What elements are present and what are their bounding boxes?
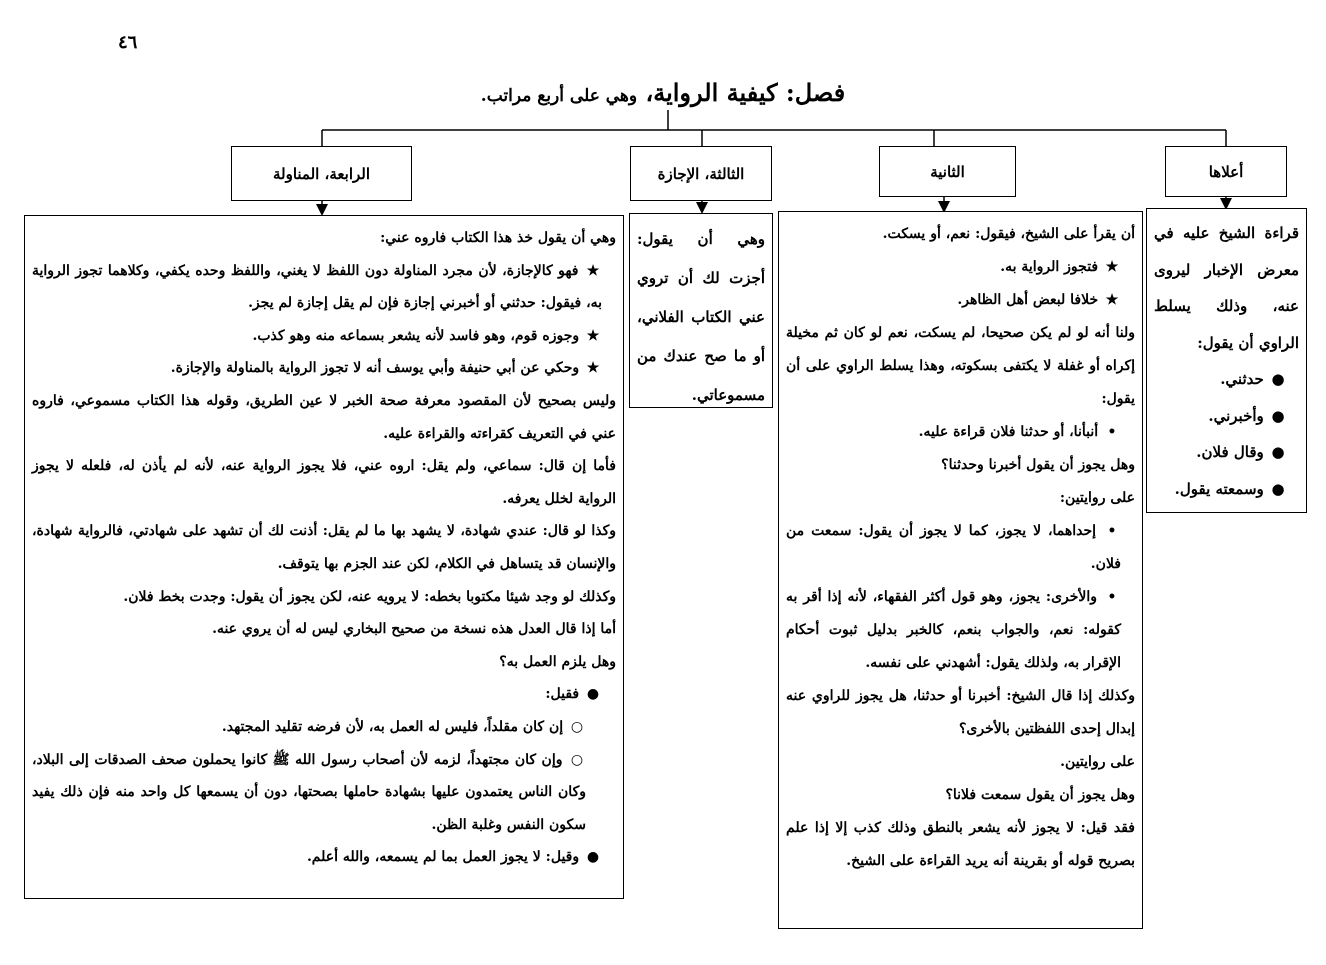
list-item: ● وقال فلان. (1154, 434, 1299, 471)
paragraph: على روايتين: (1059, 490, 1135, 506)
list-item: ● فقيل: (32, 678, 616, 711)
paragraph: وكذلك إذا قال الشيخ: أخبرنا أو حدثنا، هل يجوز للراوي عنه إبدال إحدى اللفظتين بالأخرى؟ (786, 688, 1135, 737)
paragraph: وهل يجوز أن يقول سمعت فلانا؟ (945, 787, 1135, 803)
bullet-icon: • (1107, 424, 1117, 440)
paragraph: وهل يلزم العمل به؟ (499, 653, 616, 670)
list-item: • أنبأنا، أو حدثنا فلان قراءة عليه. (786, 416, 1135, 449)
bullet-icon: ● (1271, 443, 1285, 461)
bullet-icon: ● (586, 849, 600, 866)
paragraph: على روايتين. (1060, 754, 1135, 770)
star-icon: ★ (1105, 292, 1119, 308)
list-item: ● وقيل: لا يجوز العمل بما لم يسمعه، والله أعلم. (32, 841, 616, 874)
second-level-box (778, 211, 1143, 929)
paragraph: وكذلك لو وجد شيئا مكتوبا بخطه: لا يرويه عنه، لكن يجوز أن يقول: وجدت بخط فلان. (123, 588, 616, 605)
fourth-level-box (24, 215, 624, 899)
star-icon: ★ (586, 262, 600, 279)
list-item: ★ وجوزه قوم، وهو فاسد لأنه يشعر بسماعه منه وهو كذب. (32, 320, 616, 353)
circle-bullet-icon: ○ (570, 751, 584, 768)
paragraph: فأما إن قال: سماعي، ولم يقل: اروه عني، فلا يجوز الرواية عنه، لأنه لم يأذن له، فلعله لا يجوز الرواية لخلل يعرفه. (32, 458, 616, 507)
list-item: ★ فتجوز الرواية به. (786, 251, 1135, 284)
list-item: ● وأخبرني. (1154, 398, 1299, 435)
heading-first-level: أعلاها (1165, 146, 1287, 197)
star-icon: ★ (586, 360, 600, 377)
list-item: ★ وحكي عن أبي حنيفة وأبي يوسف أنه لا تجوز الرواية بالمناولة والإجازة. (32, 352, 616, 385)
list-item: ● حدثني. (1154, 361, 1299, 398)
bullet-icon: ● (1271, 406, 1285, 425)
bullet-icon: • (1107, 523, 1117, 539)
list-item: ★ فهو كالإجازة، لأن مجرد المناولة دون اللفظ لا يغني، واللفظ وحده يكفي، وكلاهما تجوز الرواية به، فيقول: حدثني أو أخبرني إجازة فإن لم يقل إجازة لم يجز. (32, 255, 616, 320)
paragraph: أن يقرأ على الشيخ، فيقول: نعم، أو يسكت. (882, 226, 1135, 242)
list-item: ● وسمعته يقول. (1154, 471, 1299, 508)
first-level-box (1146, 208, 1307, 513)
circle-bullet-icon: ○ (570, 718, 584, 735)
heading-fourth-level: الرابعة، المناولة (231, 146, 412, 201)
bullet-icon: ● (586, 686, 600, 703)
paragraph: وكذا لو قال: عندي شهادة، لا يشهد بها ما لم يقل: أذنت لك أن تشهد على شهادتي، فالرواية شهادة، والإنسان قد يتساهل في الكلام، لكن عند الجزم بها يتوقف. (32, 523, 616, 572)
paragraph: ولنا أنه لو لم يكن صحيحا، لم يسكت، نعم لو كان ثم مخيلة إكراه أو غفلة لا يكتفى بسكوته، وهذا يسلط الراوي على أن يقول: (786, 325, 1135, 407)
star-icon: ★ (1105, 259, 1119, 275)
paragraph: فقد قيل: لا يجوز لأنه يشعر بالنطق وذلك كذب إلا إذا علم بصريح قوله أو بقرينة أنه يريد القراءة على الشيخ. (786, 820, 1135, 869)
star-icon: ★ (586, 327, 600, 344)
heading-third-level: الثالثة، الإجازة (630, 146, 772, 201)
list-item: ○ وإن كان مجتهداً، لزمه لأن أصحاب رسول الله ﷺ كانوا يحملون صحف الصدقات إلى البلاد، وكان الناس يعتمدون عليها بشهادة حاملها بصحتها، دون أن يسمعها كل واحد منه فإن ذلك يفيد سكون النفس وغلبة الظن. (32, 744, 616, 842)
third-level-box (629, 213, 773, 408)
bullet-icon: ● (1271, 479, 1285, 498)
title-main: فصل: كيفية الرواية، (645, 78, 846, 107)
paragraph: وهي أن يقول خذ هذا الكتاب فاروه عني: (380, 230, 616, 246)
page-number: ٤٦ (118, 32, 138, 53)
paragraph: أما إذا قال العدل هذه نسخة من صحيح البخاري ليس له أن يروي عنه. (212, 621, 616, 638)
title-sub: وهي على أربع مراتب. (480, 86, 638, 106)
list-item: ★ خلافا لبعض أهل الظاهر. (786, 284, 1135, 317)
first-level-intro: قراءة الشيخ عليه في معرض الإخبار ليروى عنه، وذلك يسلط الراوي أن يقول: (1154, 224, 1299, 352)
list-item: ○ إن كان مقلداً، فليس له العمل به، لأن فرضه تقليد المجتهد. (32, 711, 616, 744)
first-level-list (1154, 361, 1299, 507)
list-item: • والأخرى: يجوز، وهو قول أكثر الفقهاء، لأنه إذا أقر به كقوله: نعم، والجواب بنعم، كالخبر بدليل ثبوت أحكام الإقرار به، ولذلك يقول: أشهدني على نفسه. (786, 581, 1135, 680)
heading-second-level: الثانية (879, 146, 1016, 197)
third-level-text: وهي أن يقول: أجزت لك أن تروي عني الكتاب الفلاني، أو ما صح عندك من مسموعاتي. (637, 230, 765, 404)
list-item: • إحداهما، لا يجوز، كما لا يجوز أن يقول: سمعت من فلان. (786, 515, 1135, 581)
paragraph: وليس بصحيح لأن المقصود معرفة صحة الخبر لا عين الطريق، وقوله هذا الكتاب مسموعي، فاروه عني في التعريف كقراءته والقراءة عليه. (32, 392, 616, 442)
bullet-icon: • (1107, 589, 1117, 605)
bullet-icon: ● (1271, 370, 1285, 388)
paragraph: وهل يجوز أن يقول أخبرنا وحدثنا؟ (941, 457, 1135, 473)
